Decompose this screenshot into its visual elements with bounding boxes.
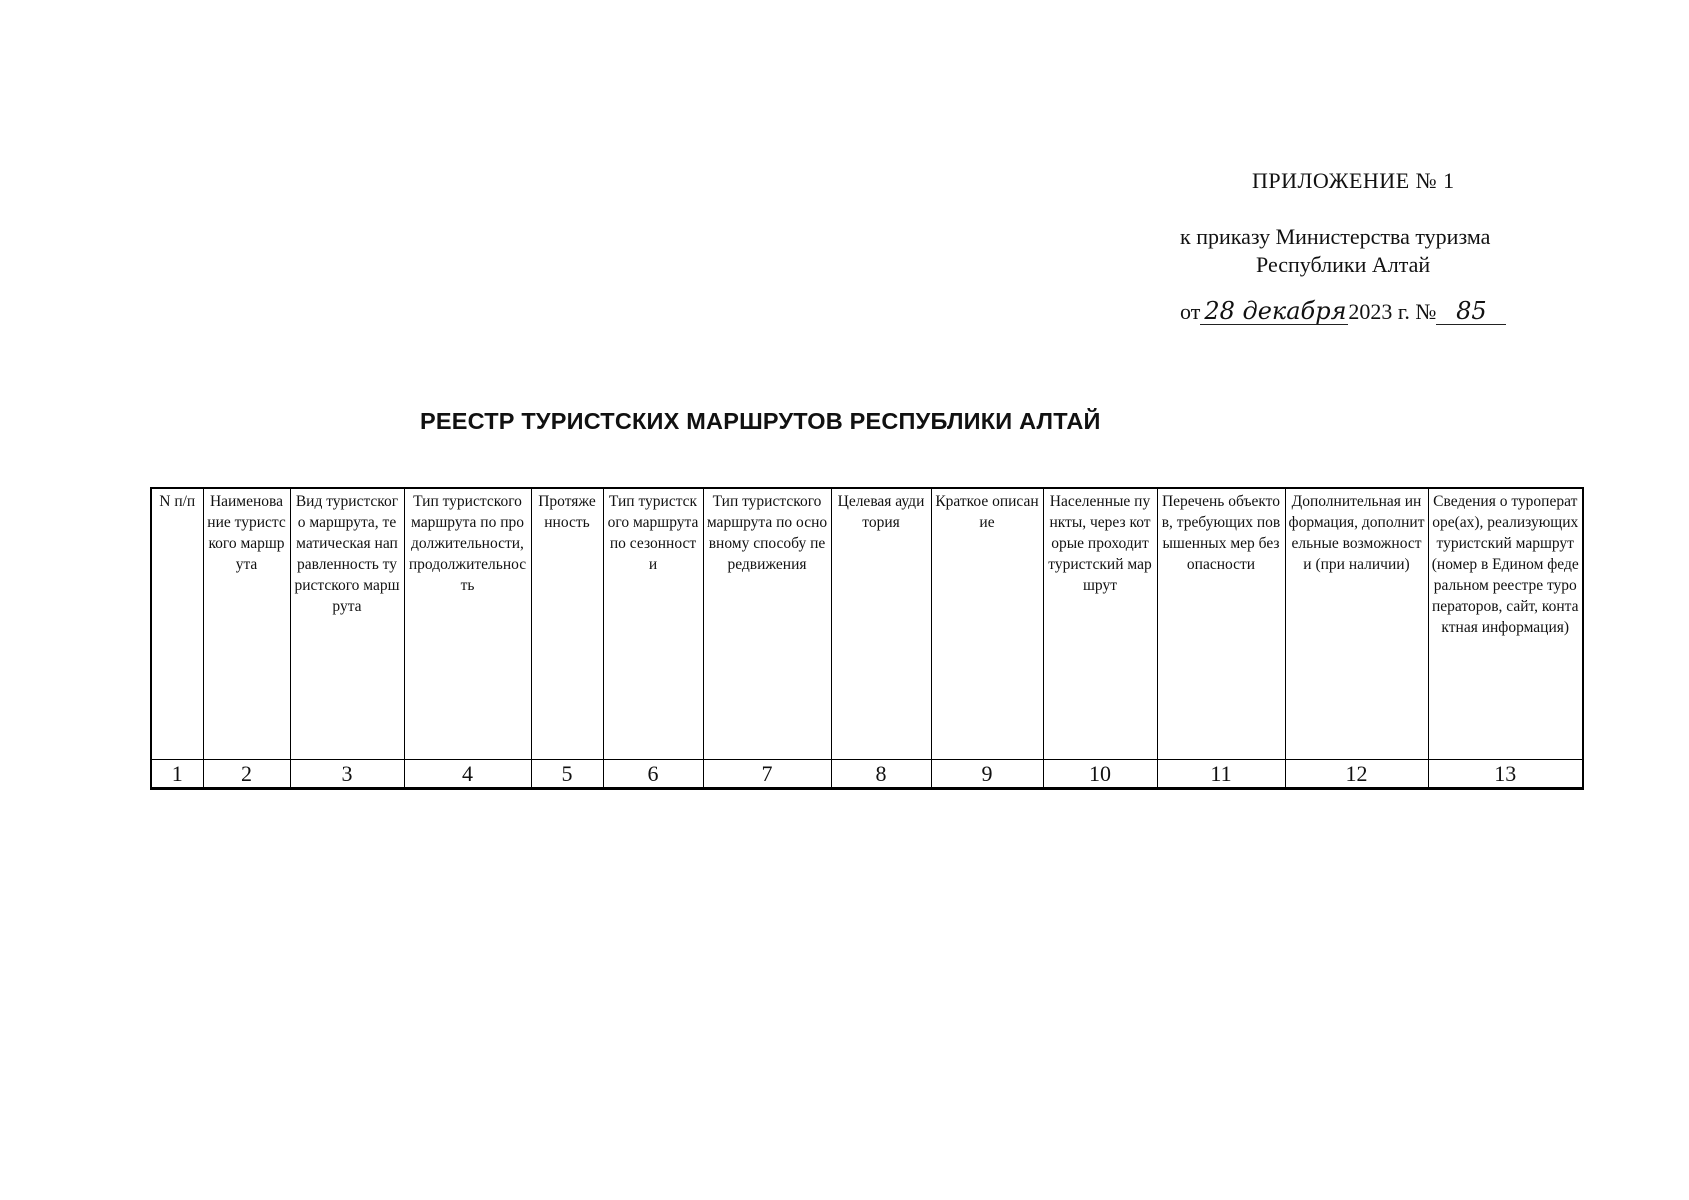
date-prefix: от <box>1180 299 1201 324</box>
column-header: Тип туристского маршрута по сезонности <box>603 488 703 760</box>
year-number-label: 2023 г. № <box>1348 299 1437 324</box>
column-header: Наименование туристского маршрута <box>203 488 290 760</box>
column-header: Тип туристского маршрута по основному способу передвижения <box>703 488 831 760</box>
column-header: Перечень объектов, требующих повышенных мер безопасности <box>1157 488 1285 760</box>
column-header: Краткое описание <box>931 488 1043 760</box>
column-header: Целевая аудитория <box>831 488 931 760</box>
column-number: 7 <box>703 760 831 789</box>
header-row <box>151 488 1583 760</box>
appendix-title: ПРИЛОЖЕНИЕ № 1 <box>1252 168 1455 193</box>
column-number: 10 <box>1043 760 1157 789</box>
column-number: 5 <box>531 760 603 789</box>
appendix-date-line <box>1180 298 1506 325</box>
column-number: 12 <box>1285 760 1428 789</box>
column-number: 1 <box>151 760 203 789</box>
column-number: 2 <box>203 760 290 789</box>
column-header: Протяженность <box>531 488 603 760</box>
column-header: Тип туристского маршрута по продолжительности, продолжительность <box>404 488 531 760</box>
handwritten-order-number: 85 <box>1436 298 1506 325</box>
column-number: 6 <box>603 760 703 789</box>
column-header: Сведения о туроператоре(ах), реализующих туристский маршрут (номер в Едином федеральном реестре туроператоров, сайт, контактная информация) <box>1428 488 1583 760</box>
column-number: 8 <box>831 760 931 789</box>
registry-title: РЕЕСТР ТУРИСТСКИХ МАРШРУТОВ РЕСПУБЛИКИ АЛТАЙ <box>420 408 1101 434</box>
registry-table <box>150 487 1584 790</box>
column-header: N п/п <box>151 488 203 760</box>
column-header: Населенные пункты, через которые проходит туристский маршрут <box>1043 488 1157 760</box>
handwritten-date: 28 декабря <box>1200 298 1348 325</box>
column-header: Вид туристского маршрута, тематическая направленность туристского маршрута <box>290 488 404 760</box>
column-number: 9 <box>931 760 1043 789</box>
column-number: 13 <box>1428 760 1583 789</box>
column-header: Дополнительная информация, дополнительные возможности (при наличии) <box>1285 488 1428 760</box>
column-number: 4 <box>404 760 531 789</box>
appendix-order-reference: к приказу Министерства туризма <box>1180 224 1491 249</box>
appendix-ministry: Республики Алтай <box>1256 252 1431 277</box>
column-number: 11 <box>1157 760 1285 789</box>
column-number: 3 <box>290 760 404 789</box>
column-number-row <box>151 760 1583 789</box>
